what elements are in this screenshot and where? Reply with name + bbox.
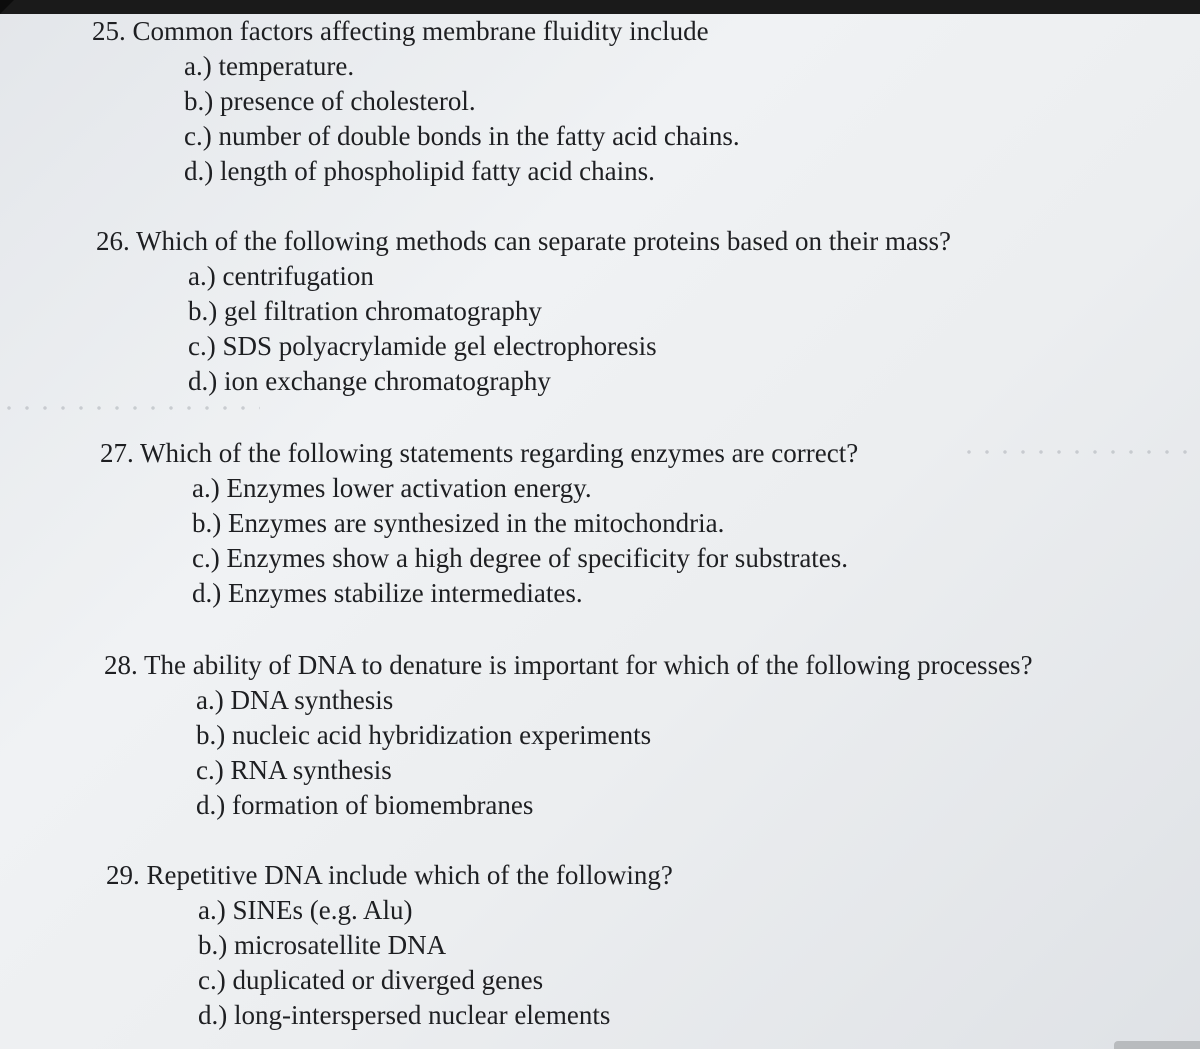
- question-29: [106, 858, 673, 1033]
- answer-options: [106, 893, 673, 1033]
- option-c: c.) number of double bonds in the fatty acid chains.: [184, 121, 740, 151]
- option-b: b.) microsatellite DNA: [198, 930, 447, 960]
- screen-edge-tab: [1114, 1041, 1200, 1049]
- screen-glare-dots: [0, 406, 260, 410]
- question-27: [100, 436, 858, 611]
- screen-top-bezel: [0, 0, 1200, 14]
- corner-notch: [0, 0, 14, 14]
- answer-options: [100, 471, 858, 611]
- answer-options: [104, 683, 1033, 823]
- option-a: a.) temperature.: [184, 51, 355, 81]
- option-a: a.) DNA synthesis: [196, 685, 394, 715]
- option-b: b.) nucleic acid hybridization experiments: [196, 720, 652, 750]
- option-b: b.) presence of cholesterol.: [184, 86, 476, 116]
- option-c: c.) duplicated or diverged genes: [198, 965, 544, 995]
- question-25: [92, 14, 740, 189]
- option-b: b.) gel filtration chromatography: [188, 296, 542, 326]
- question-stem: 25. Common factors affecting membrane fluidity include: [92, 16, 709, 46]
- screen-glare-dots: [960, 450, 1190, 454]
- option-b: b.) Enzymes are synthesized in the mitochondria.: [192, 508, 725, 538]
- question-stem: 26. Which of the following methods can separate proteins based on their mass?: [96, 226, 952, 256]
- answer-options: [96, 259, 951, 399]
- question-26: [96, 224, 951, 399]
- question-stem: 29. Repetitive DNA include which of the following?: [106, 860, 673, 890]
- answer-options: [92, 49, 740, 189]
- option-d: d.) formation of biomembranes: [196, 790, 534, 820]
- option-d: d.) ion exchange chromatography: [188, 366, 551, 396]
- option-c: c.) SDS polyacrylamide gel electrophoresis: [188, 331, 657, 361]
- question-28: [104, 648, 1033, 823]
- option-d: d.) length of phospholipid fatty acid chains.: [184, 156, 655, 186]
- option-d: d.) Enzymes stabilize intermediates.: [192, 578, 583, 608]
- question-stem: 27. Which of the following statements regarding enzymes are correct?: [100, 438, 859, 468]
- option-a: a.) SINEs (e.g. Alu): [198, 895, 413, 925]
- option-a: a.) centrifugation: [188, 261, 374, 291]
- option-d: d.) long-interspersed nuclear elements: [198, 1000, 611, 1030]
- question-stem: 28. The ability of DNA to denature is important for which of the following processes?: [104, 650, 1033, 680]
- option-c: c.) Enzymes show a high degree of specificity for substrates.: [192, 543, 849, 573]
- option-a: a.) Enzymes lower activation energy.: [192, 473, 592, 503]
- option-c: c.) RNA synthesis: [196, 755, 392, 785]
